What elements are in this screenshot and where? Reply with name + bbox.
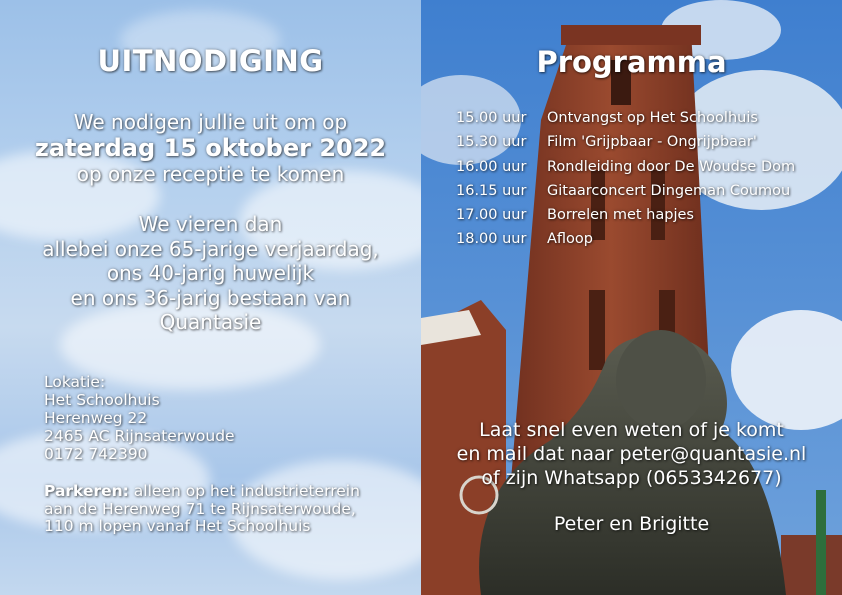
program-item: Gitaarconcert Dingeman Coumou: [547, 182, 791, 199]
location-phone: 0172 742390: [44, 445, 148, 463]
program-row: [456, 231, 795, 255]
lamp-post: [816, 490, 826, 595]
program-panel: [421, 0, 842, 595]
location-venue: Het Schoolhuis: [44, 391, 160, 409]
program-row: [456, 134, 795, 158]
location-street: Herenweg 22: [44, 409, 148, 427]
program-table: [456, 110, 795, 256]
rsvp-line: of zijn Whatsapp (0653342677): [481, 467, 782, 489]
program-time: 16.00 uur: [456, 158, 527, 175]
parking-block: [44, 483, 414, 536]
signature: Peter en Brigitte: [553, 513, 710, 535]
location-label: Lokatie:: [44, 373, 106, 391]
program-time: 17.00 uur: [456, 207, 527, 224]
program-row: [456, 110, 795, 134]
program-item: Borrelen met hapjes: [547, 207, 694, 224]
program-row: [456, 207, 795, 231]
celebrate-line: allebei onze 65-jarige verjaardag,: [42, 236, 379, 261]
location-block: [44, 373, 414, 463]
program-item: Ontvangst op Het Schoolhuis: [547, 110, 758, 126]
program-title: Programma: [536, 45, 727, 79]
invitation-text: [0, 110, 421, 186]
program-row: [456, 159, 795, 183]
program-row: [456, 183, 795, 207]
program-item: Afloop: [547, 231, 593, 248]
statue-head: [616, 330, 706, 430]
celebration-text: [0, 212, 421, 335]
church-tower-photo: [421, 0, 842, 595]
rsvp-line: Laat snel even weten of je komt: [479, 419, 784, 441]
parking-label: Parkeren:: [44, 482, 129, 500]
celebrate-line: Quantasie: [159, 310, 262, 334]
program-item: Rondleiding door De Woudse Dom: [547, 158, 796, 175]
program-time: 15.00 uur: [456, 110, 527, 126]
program-time: 15.30 uur: [456, 134, 527, 151]
invite-line: op onze receptie te komen: [76, 162, 345, 186]
parking-line: aan de Herenweg 71 te Rijnsaterwoude,: [44, 499, 356, 518]
invitation-title: UITNODIGING: [97, 44, 324, 78]
location-city: 2465 AC Rijnsaterwoude: [44, 427, 235, 445]
house: [781, 535, 842, 595]
program-time: 16.15 uur: [456, 182, 527, 199]
parking-line: 110 m lopen vanaf Het Schoolhuis: [44, 517, 311, 535]
invite-date: zaterdag 15 oktober 2022: [34, 134, 387, 162]
parking-text: alleen op het industrieterrein: [128, 482, 360, 500]
program-item: Film 'Grijpbaar - Ongrijpbaar': [547, 134, 757, 151]
celebrate-line: We vieren dan: [138, 212, 283, 236]
celebrate-line: ons 40-jarig huwelijk: [106, 261, 315, 285]
invite-line: We nodigen jullie uit om op: [73, 110, 348, 134]
rsvp-line: en mail dat naar peter@quantasie.nl: [456, 443, 807, 465]
rsvp-text: [421, 418, 842, 490]
tower-window: [589, 290, 605, 370]
tower-top: [561, 25, 701, 45]
program-time: 18.00 uur: [456, 231, 527, 248]
celebrate-line: en ons 36-jarig bestaan van: [70, 285, 351, 310]
